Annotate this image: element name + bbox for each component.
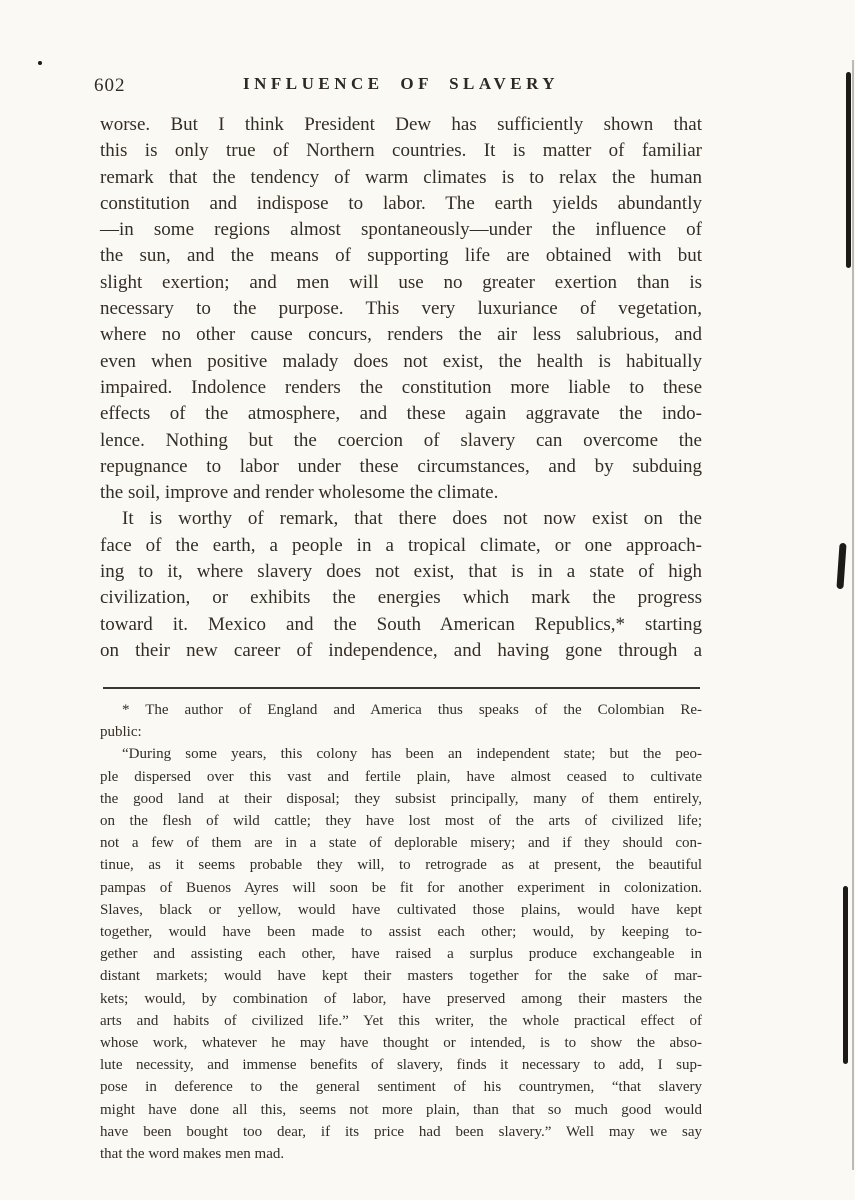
scan-artifact-right-edge-bottom	[843, 886, 848, 1064]
text-line: face of the earth, a people in a tropical climate, or one approach-	[100, 534, 702, 556]
text-line: necessary to the purpose. This very luxuriance of vegetation,	[100, 298, 702, 320]
text-line: that the word makes men mad.	[100, 1146, 285, 1163]
text-line: “During some years, this colony has been an independent state; but the peo-	[122, 746, 702, 763]
text-line: It is worthy of remark, that there does not now exist on the	[122, 508, 702, 530]
text-line: slight exertion; and men will use no greater exertion than is	[100, 271, 702, 293]
text-line: * The author of England and America thus speaks of the Colombian Re-	[122, 702, 702, 718]
text-line: not a few of them are in a state of deplorable misery; and if they should con-	[100, 835, 702, 852]
text-line: Slaves, black or yellow, would have cultivated those plains, would have kept	[100, 901, 702, 918]
text-line: arts and habits of civilized life.” Yet this writer, the whole practical effect of	[100, 1012, 702, 1029]
text-line: whose work, whatever he may have thought or intended, is to show the abso-	[100, 1035, 702, 1052]
text-line: impaired. Indolence renders the constitution more liable to these	[100, 376, 702, 398]
text-line: distant markets; would have kept their masters together for the sake of mar-	[100, 968, 702, 985]
text-line: effects of the atmosphere, and these again aggravate the indo-	[100, 403, 702, 425]
text-line: lute necessity, and immense benefits of slavery, finds it necessary to add, I sup-	[100, 1057, 702, 1074]
text-line: worse. But I think President Dew has sufficiently shown that	[100, 114, 702, 135]
text-line: constitution and indispose to labor. The earth yields abundantly	[100, 192, 702, 214]
text-line: lence. Nothing but the coercion of slavery can overcome the	[100, 429, 702, 451]
text-line: civilization, or exhibits the energies which mark the progress	[100, 587, 702, 609]
text-line: ple dispersed over this vast and fertile plain, have almost ceased to cultivate	[100, 768, 702, 785]
text-line: repugnance to labor under these circumstances, and by subduing	[100, 455, 702, 477]
text-line: the soil, improve and render wholesome the climate.	[100, 482, 499, 504]
text-line: on the flesh of wild cattle; they have lost most of the arts of civilized life;	[100, 813, 702, 830]
text-line: toward it. Mexico and the South American Republics,* starting	[100, 613, 702, 635]
text-line: have been bought too dear, if its price had been slavery.” Well may we say	[100, 1123, 702, 1140]
text-line: pose in deference to the general sentiment of his countrymen, “that slavery	[100, 1079, 702, 1096]
text-line: —in some regions almost spontaneously—under the influence of	[100, 219, 702, 241]
text-line: tinue, as it seems probable they will, to retrograde as at present, the beautiful	[100, 857, 702, 874]
text-line: pampas of Buenos Ayres will soon be fit for another experiment in colonization.	[100, 879, 702, 896]
scan-artifact-dot	[38, 61, 42, 65]
text-line: this is only true of Northern countries. It is matter of familiar	[100, 140, 702, 162]
page-number: 602	[94, 75, 126, 96]
text-line: might have done all this, seems not more plain, than that so much good would	[100, 1101, 702, 1118]
text-line: where no other cause concurs, renders the air less salubrious, and	[100, 324, 702, 346]
text-line: kets; would, by combination of labor, have preserved among their masters the	[100, 990, 702, 1007]
text-line: on their new career of independence, and having gone through a	[100, 639, 702, 661]
text-line: even when positive malady does not exist, the health is habitually	[100, 350, 702, 372]
main-text-block	[100, 112, 702, 664]
text-line: the good land at their disposal; they subsist principally, many of them entirely,	[100, 790, 702, 807]
text-line: public:	[100, 724, 142, 741]
scan-artifact-page-edge-line	[852, 60, 854, 1170]
page-header	[94, 74, 702, 98]
footnote-separator-rule	[103, 687, 700, 689]
running-head-title: INFLUENCE OF SLAVERY	[242, 74, 560, 93]
scan-artifact-right-edge-middle	[836, 543, 846, 589]
text-line: ing to it, where slavery does not exist, that is in a state of high	[100, 561, 702, 583]
scan-artifact-right-edge-top	[846, 72, 851, 268]
footnote-text-block	[100, 699, 702, 1165]
text-line: gether and assisting each other, have raised a surplus produce exchangeable in	[100, 946, 702, 963]
text-line: remark that the tendency of warm climates is to relax the human	[100, 166, 702, 188]
text-line: together, would have been made to assist each other; would, by keeping to-	[100, 924, 702, 941]
text-line: the sun, and the means of supporting life are obtained with but	[100, 245, 702, 267]
